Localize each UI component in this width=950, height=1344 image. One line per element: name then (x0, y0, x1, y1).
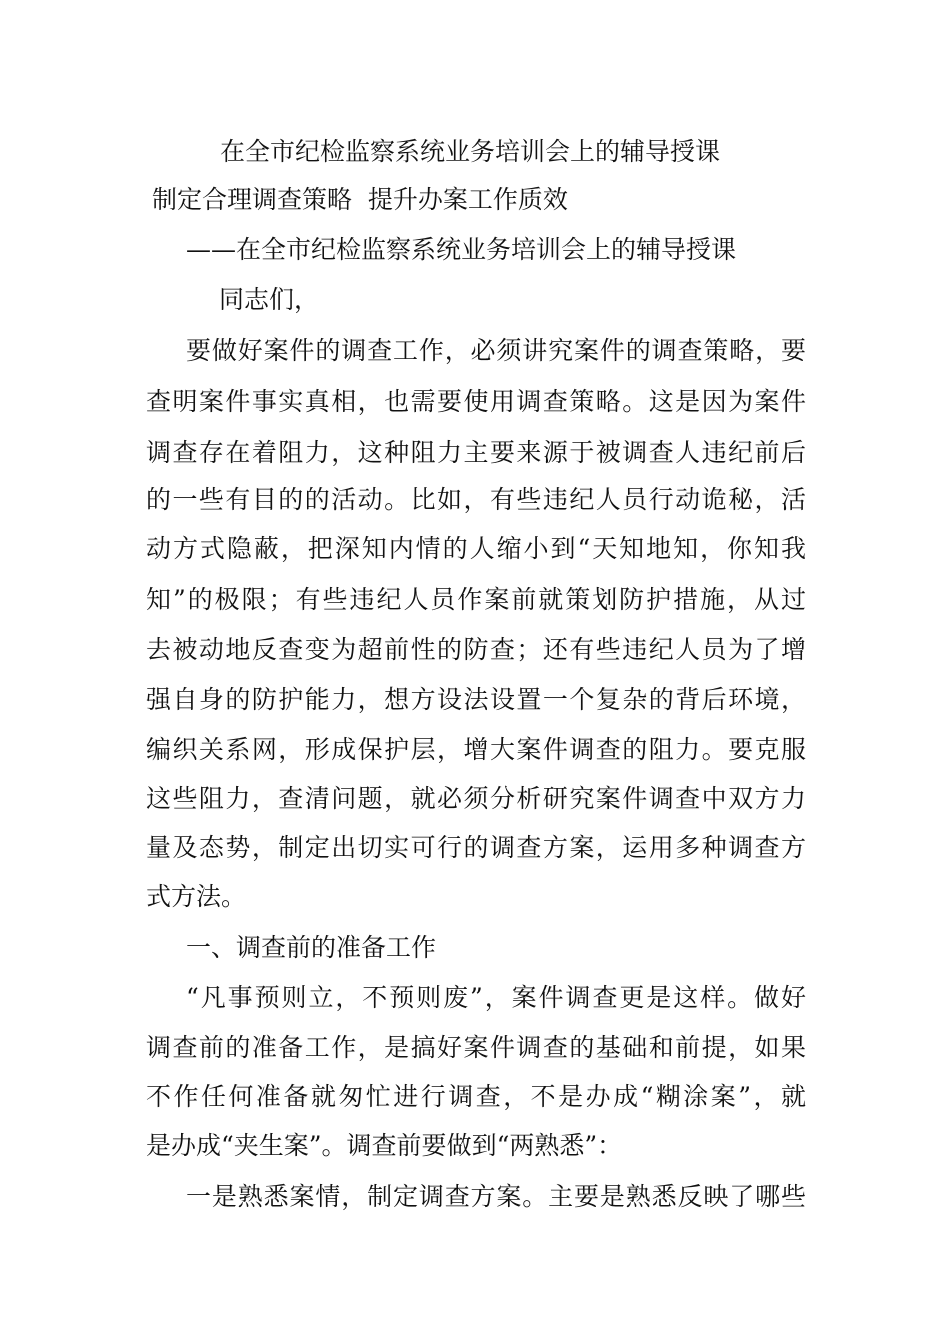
paragraph-line: 调查前的准备工作，是搞好案件调查的基础和前提，如果 (146, 1033, 806, 1062)
paragraph-line: 调查存在着阻力，这种阻力主要来源于被调查人违纪前后 (146, 438, 806, 467)
paragraph-line: 量及态势，制定出切实可行的调查方案，运用多种调查方 (146, 833, 806, 862)
paragraph-line: 要做好案件的调查工作，必须讲究案件的调查策略，要 (186, 336, 806, 365)
paragraph-line: 不作任何准备就匆忙进行调查，不是办成“糊涂案”，就 (146, 1082, 806, 1111)
paragraph-line: 编织关系网，形成保护层，增大案件调查的阻力。要克服 (146, 735, 806, 764)
paragraph-line: 式方法。 (146, 882, 247, 911)
main-title: 制定合理调查策略 提升办案工作质效 (152, 185, 568, 214)
paragraph-line: 这些阻力，查清问题，就必须分析研究案件调查中双方力 (146, 784, 806, 813)
paragraph-line: 查明案件事实真相，也需要使用调查策略。这是因为案件 (146, 387, 806, 416)
section-heading: 一、调查前的准备工作 (186, 933, 437, 962)
paragraph-line: 去被动地反查变为超前性的防查；还有些违纪人员为了增 (146, 635, 806, 664)
paragraph-line: 知”的极限；有些违纪人员作案前就策划防护措施，从过 (146, 585, 806, 614)
header-title: 在全市纪检监察系统业务培训会上的辅导授课 (220, 137, 721, 166)
greeting: 同志们， (219, 285, 320, 314)
paragraph-line: 强自身的防护能力，想方设法设置一个复杂的背后环境， (146, 685, 806, 714)
paragraph-line: 一是熟悉案情，制定调查方案。主要是熟悉反映了哪些 (186, 1182, 806, 1211)
paragraph-line: 动方式隐蔽，把深知内情的人缩小到“天知地知，你知我 (146, 534, 806, 563)
paragraph-line: “凡事预则立，不预则废”，案件调查更是这样。做好 (186, 983, 806, 1012)
subtitle: ——在全市纪检监察系统业务培训会上的辅导授课 (186, 235, 737, 264)
paragraph-line: 是办成“夹生案”。调查前要做到“两熟悉”： (146, 1131, 623, 1160)
paragraph-line: 的一些有目的的活动。比如，有些违纪人员行动诡秘，活 (146, 485, 806, 514)
